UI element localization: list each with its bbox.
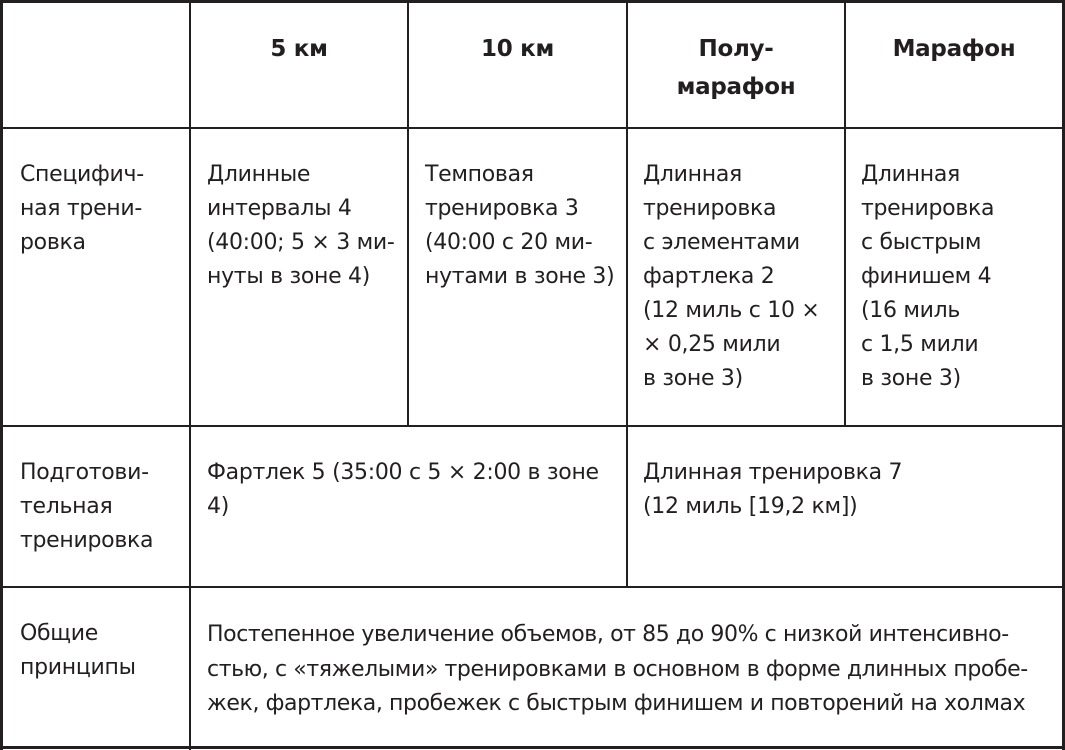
preparatory-long-distances: Длинная тренировка 7 (12 миль [19,2 км]) [643,460,903,519]
row-label-general: Общие принципы [20,621,136,680]
specific-marathon: Длинная тренировка с быстрым финишем 4 (16 миль с 1,5 мили в зоне 3) [861,162,995,391]
row-label-specific: Специфич- ная трени- ровка [20,162,144,255]
table-border-left [0,0,3,750]
general-principles-text: Постепенное увеличение объемов, от 85 до 90% с низкой интенсивно- стью, с «тяжелыми» тренировками в основном в форме длинных пробе- жек, фартлека, пробежек с быстрым финишем и повторений на холмах [207,622,1028,716]
table-border-top [0,0,1065,3]
row-label-preparatory: Подготови- тельная тренировка [20,460,154,553]
row-divider [0,425,1065,427]
preparatory-short-distances: Фартлек 5 (35:00 с 5 × 2:00 в зоне 4) [207,460,599,519]
header-half-marathon: Полу- марафон [676,36,796,100]
col-divider [189,0,191,750]
row-divider [0,586,1065,588]
header-marathon: Марафон [892,36,1016,62]
specific-half-marathon: Длинная тренировка с элементами фартлека 2 (12 миль с 10 × × 0,25 мили в зоне 3) [643,162,820,391]
header-5k: 5 км [270,36,328,62]
specific-5k: Длинные интервалы 4 (40:00; 5 × 3 ми- нуты в зоне 4) [207,162,395,289]
header-10k: 10 км [481,36,554,62]
specific-10k: Темповая тренировка 3 (40:00 с 20 ми- нутами в зоне 3) [425,162,615,289]
row-divider [0,127,1065,129]
table-border-bottom [0,746,1065,749]
